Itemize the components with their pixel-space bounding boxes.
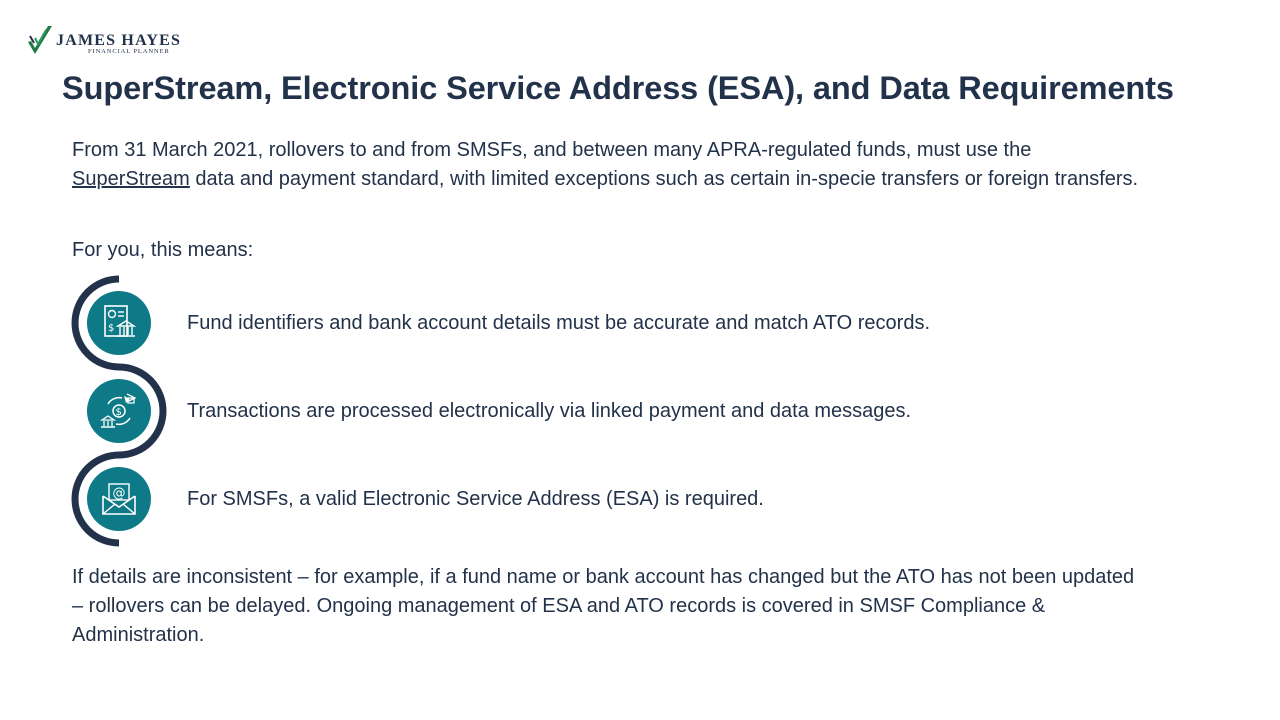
page-title: SuperStream, Electronic Service Address (ESA), and Data Requirements [62, 70, 1174, 106]
intro-text-start: From 31 March 2021, rollovers to and from SMSFs, and between many APRA-regulated funds, must use the [72, 139, 1032, 161]
item-icon-3 [87, 467, 151, 531]
payment-transfer-icon [98, 390, 140, 432]
logo-subtitle: FINANCIAL PLANNER [88, 48, 170, 55]
closing-paragraph: If details are inconsistent – for example, if a fund name or bank account has changed but the ATO has not been updated – rollovers can be delayed. Ongoing management of ESA and ATO records is covered in SMSF Compliance & Administration. [72, 566, 1135, 646]
item-icon-1 [87, 291, 151, 355]
svg-text:$: $ [108, 323, 115, 334]
item-icon-2 [87, 379, 151, 443]
svg-text:@: @ [112, 486, 126, 501]
requirement-item-1: Fund identifiers and bank account details must be accurate and match ATO records. [187, 312, 930, 334]
svg-text:$: $ [115, 407, 122, 418]
requirement-item-3: For SMSFs, a valid Electronic Service Address (ESA) is required. [187, 488, 764, 510]
document-bank-icon [98, 302, 140, 344]
requirement-item-2: Transactions are processed electronically via linked payment and data messages. [187, 400, 912, 422]
lead-in-text: For you, this means: [72, 239, 254, 261]
intro-text-end: data and payment standard, with limited exceptions such as certain in-specie transfers or foreign transfers. [189, 168, 1139, 190]
superstream-link[interactable]: SuperStream [72, 168, 190, 190]
email-envelope-icon [98, 478, 140, 520]
logo-name: JAMES HAYES [56, 32, 182, 49]
